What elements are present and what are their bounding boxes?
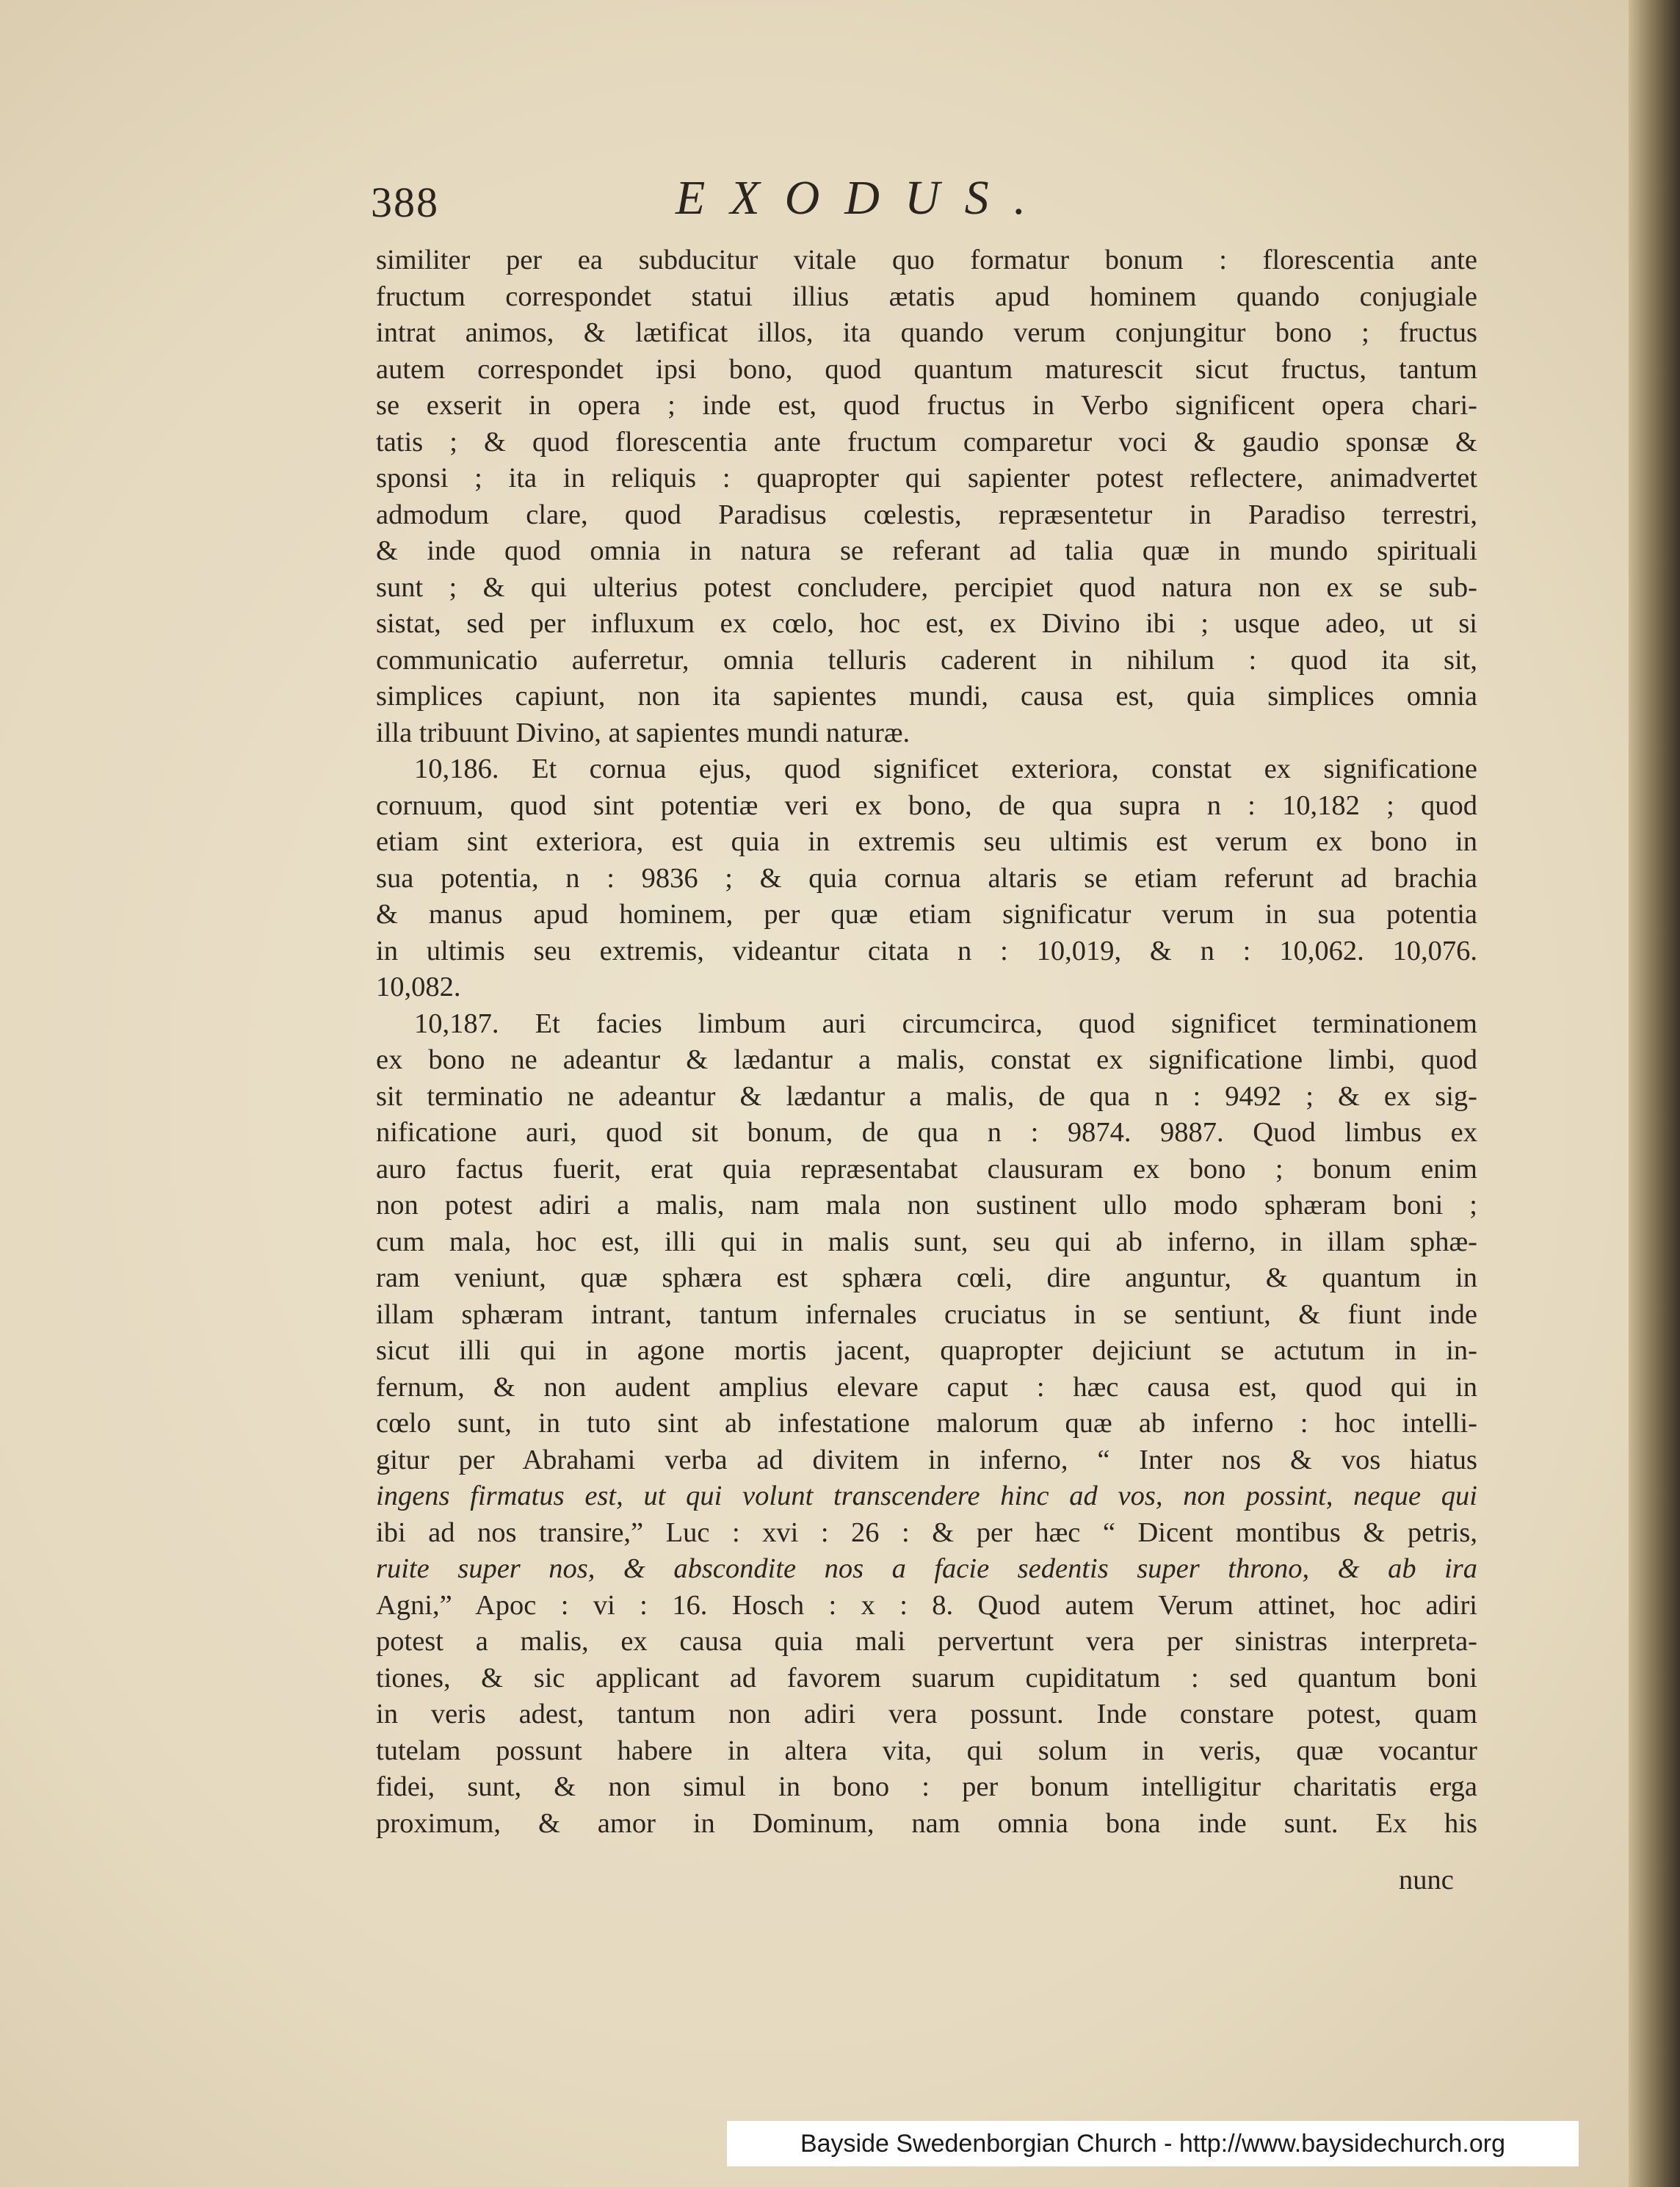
book-spine-shadow xyxy=(1629,0,1680,2187)
text-line: sponsi ; ita in reliquis : quapropter qui sapienter potest reflectere, animadvertet xyxy=(376,463,1477,494)
body-text xyxy=(376,242,1477,1842)
text-line: 10,082. xyxy=(376,972,461,1002)
text-line: gitur per Abrahami verba ad divitem in inferno, “ Inter nos & vos hiatus xyxy=(376,1444,1477,1475)
text-line: sicut illi qui in agone mortis jacent, quapropter dejiciunt se actutum in in- xyxy=(376,1335,1477,1366)
text-line: cœlo sunt, in tuto sint ab infestatione malorum quæ ab inferno : hoc intelli- xyxy=(376,1408,1477,1439)
text-line: illa tribuunt Divino, at sapientes mundi naturæ. xyxy=(376,717,910,748)
text-line: sistat, sed per influxum ex cœlo, hoc est, ex Divino ibi ; usque adeo, ut si xyxy=(376,608,1477,639)
text-line: nificatione auri, quod sit bonum, de qua n : 9874. 9887. Quod limbus ex xyxy=(376,1117,1477,1148)
text-line: & inde quod omnia in natura se referant ad talia quæ in mundo spirituali xyxy=(376,535,1477,566)
catchword: nunc xyxy=(1399,1865,1454,1895)
text-line: Agni,” Apoc : vi : 16. Hosch : x : 8. Quod autem Verum attinet, hoc adiri xyxy=(376,1589,1477,1621)
text-line: ex bono ne adeantur & lædantur a malis, constat ex significatione limbi, quod xyxy=(376,1044,1477,1075)
text-line: fidei, sunt, & non simul in bono : per bonum intelligitur charitatis erga xyxy=(376,1771,1477,1802)
text-line: intrat animos, & lætificat illos, ita quando verum conjungitur bono ; fructus xyxy=(376,317,1477,348)
text-line: tatis ; & quod florescentia ante fructum comparetur voci & gaudio sponsæ & xyxy=(376,426,1477,458)
text-line: tutelam possunt habere in altera vita, qui solum in veris, quæ vocantur xyxy=(376,1735,1477,1766)
text-line: tiones, & sic applicant ad favorem suarum cupiditatum : sed quantum boni xyxy=(376,1662,1477,1693)
text-line-italic: ruite super nos, & abscondite nos a facie sedentis super throno, & ab ira xyxy=(376,1553,1477,1584)
text-line: potest a malis, ex causa quia mali pervertunt vera per sinistras interpreta- xyxy=(376,1626,1477,1657)
text-line: etiam sint exteriora, est quia in extremis seu ultimis est verum ex bono in xyxy=(376,826,1477,857)
text-line-italic: ingens firmatus est, ut qui volunt transcendere hinc ad vos, non possint, neque qui xyxy=(376,1481,1477,1511)
text-line: fernum, & non audent amplius elevare caput : hæc causa est, quod qui in xyxy=(376,1371,1477,1403)
text-line: cum mala, hoc est, illi qui in malis sunt, seu qui ab inferno, in illam sphæ- xyxy=(376,1226,1477,1257)
text-line: simplices capiunt, non ita sapientes mundi, causa est, quia simplices omnia xyxy=(376,681,1477,712)
text-line: ram veniunt, quæ sphæra est sphæra cœli, dire anguntur, & quantum in xyxy=(376,1262,1477,1293)
text-line: proximum, & amor in Dominum, nam omnia bona inde sunt. Ex his xyxy=(376,1807,1477,1839)
text-line: admodum clare, quod Paradisus cœlestis, repræsentetur in Paradiso terrestri, xyxy=(376,499,1477,530)
text-line: communicatio auferretur, omnia telluris caderent in nihilum : quod ita sit, xyxy=(376,644,1477,676)
text-line: & manus apud hominem, per quæ etiam significatur verum in sua potentia xyxy=(376,899,1477,930)
text-line: se exserit in opera ; inde est, quod fructus in Verbo significent opera chari- xyxy=(376,390,1477,421)
watermark-footer: Bayside Swedenborgian Church - http://www.baysidechurch.org xyxy=(727,2121,1579,2166)
text-line: ibi ad nos transire,” Luc : xvi : 26 : & per hæc “ Dicent montibus & petris, xyxy=(376,1517,1477,1548)
running-head: EXODUS. xyxy=(676,171,1051,225)
text-line: non potest adiri a malis, nam mala non sustinent ullo modo sphæram boni ; xyxy=(376,1190,1477,1221)
text-line: fructum correspondet statui illius ætatis apud hominem quando conjugiale xyxy=(376,281,1477,312)
text-line: auro factus fuerit, erat quia repræsentabat clausuram ex bono ; bonum enim xyxy=(376,1153,1477,1185)
text-line: cornuum, quod sint potentiæ veri ex bono, de qua supra n : 10,182 ; quod xyxy=(376,789,1477,821)
text-line: sunt ; & qui ulterius potest concludere, percipiet quod natura non ex se sub- xyxy=(376,571,1477,603)
text-line: autem correspondet ipsi bono, quod quantum maturescit sicut fructus, tantum xyxy=(376,353,1477,385)
text-line: sit terminatio ne adeantur & lædantur a malis, de qua n : 9492 ; & ex sig- xyxy=(376,1080,1477,1112)
page-number: 388 xyxy=(371,178,439,226)
paragraph-start-10186: 10,186. Et cornua ejus, quod significet exteriora, constat ex significatione xyxy=(414,753,1477,784)
text-line: similiter per ea subducitur vitale quo formatur bonum : florescentia ante xyxy=(376,245,1477,275)
text-line: in veris adest, tantum non adiri vera possunt. Inde constare potest, quam xyxy=(376,1699,1477,1729)
paragraph-start-10187: 10,187. Et facies limbum auri circumcirca, quod significet terminationem xyxy=(414,1008,1477,1039)
text-line: sua potentia, n : 9836 ; & quia cornua altaris se etiam referunt ad brachia xyxy=(376,862,1477,894)
text-line: in ultimis seu extremis, videantur citata n : 10,019, & n : 10,062. 10,076. xyxy=(376,935,1477,966)
text-line: illam sphæram intrant, tantum infernales cruciatus in se sentiunt, & fiunt inde xyxy=(376,1298,1477,1330)
